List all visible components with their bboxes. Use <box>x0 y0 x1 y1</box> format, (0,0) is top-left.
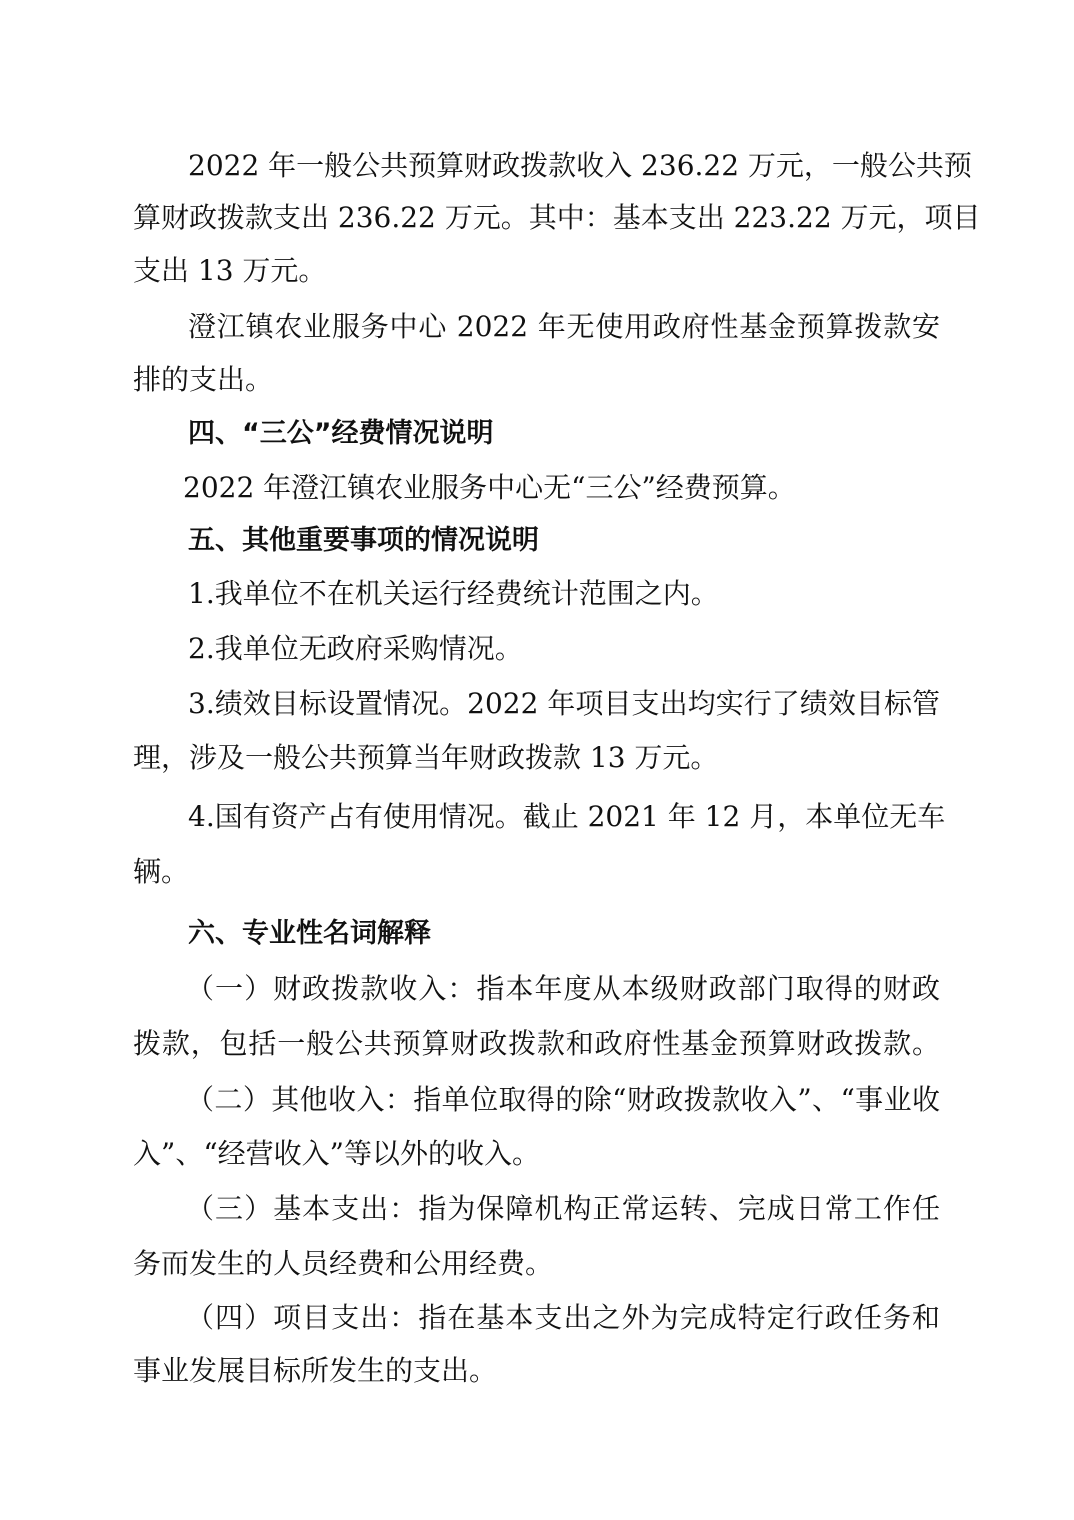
paragraph-fund-line-1: 澄江镇农业服务中心 2022 年无使用政府性基金预算拨款安 <box>188 310 940 343</box>
list-item-2: 2.我单位无政府采购情况。 <box>188 632 523 665</box>
section-heading-five: 五、其他重要事项的情况说明 <box>188 525 539 556</box>
definition-4-line-2: 事业发展目标所发生的支出。 <box>133 1354 498 1387</box>
definition-2-line-2: 入”、“经营收入”等以外的收入。 <box>133 1137 540 1170</box>
section-heading-six: 六、专业性名词解释 <box>188 918 431 949</box>
paragraph-three-public: 2022 年澄江镇农业服务中心无“三公”经费预算。 <box>183 471 796 504</box>
paragraph-budget-line-2: 算财政拨款支出 236.22 万元。其中：基本支出 223.22 万元，项目 <box>133 201 981 234</box>
list-item-4-line-1: 4.国有资产占有使用情况。截止 2021 年 12 月，本单位无车 <box>188 800 946 833</box>
definition-3-line-2: 务而发生的人员经费和公用经费。 <box>133 1247 554 1280</box>
list-item-1: 1.我单位不在机关运行经费统计范围之内。 <box>188 577 719 610</box>
list-item-3-line-1: 3.绩效目标设置情况。2022 年项目支出均实行了绩效目标管 <box>188 687 940 720</box>
definition-4-line-1: （四）项目支出：指在基本支出之外为完成特定行政任务和 <box>186 1301 940 1334</box>
paragraph-budget-line-3: 支出 13 万元。 <box>133 254 327 287</box>
list-item-4-line-2: 辆。 <box>133 855 190 888</box>
section-heading-four: 四、“三公”经费情况说明 <box>188 418 494 449</box>
definition-2-line-1: （二）其他收入：指单位取得的除“财政拨款收入”、“事业收 <box>186 1083 940 1116</box>
definition-3-line-1: （三）基本支出：指为保障机构正常运转、完成日常工作任 <box>186 1192 940 1225</box>
definition-1-line-1: （一）财政拨款收入：指本年度从本级财政部门取得的财政 <box>186 972 940 1005</box>
list-item-3-line-2: 理，涉及一般公共预算当年财政拨款 13 万元。 <box>133 741 719 774</box>
definition-1-line-2: 拨款，包括一般公共预算财政拨款和政府性基金预算财政拨款。 <box>133 1027 940 1060</box>
paragraph-fund-line-2: 排的支出。 <box>133 363 274 396</box>
paragraph-budget-line-1: 2022 年一般公共预算财政拨款收入 236.22 万元，一般公共预 <box>188 149 972 182</box>
